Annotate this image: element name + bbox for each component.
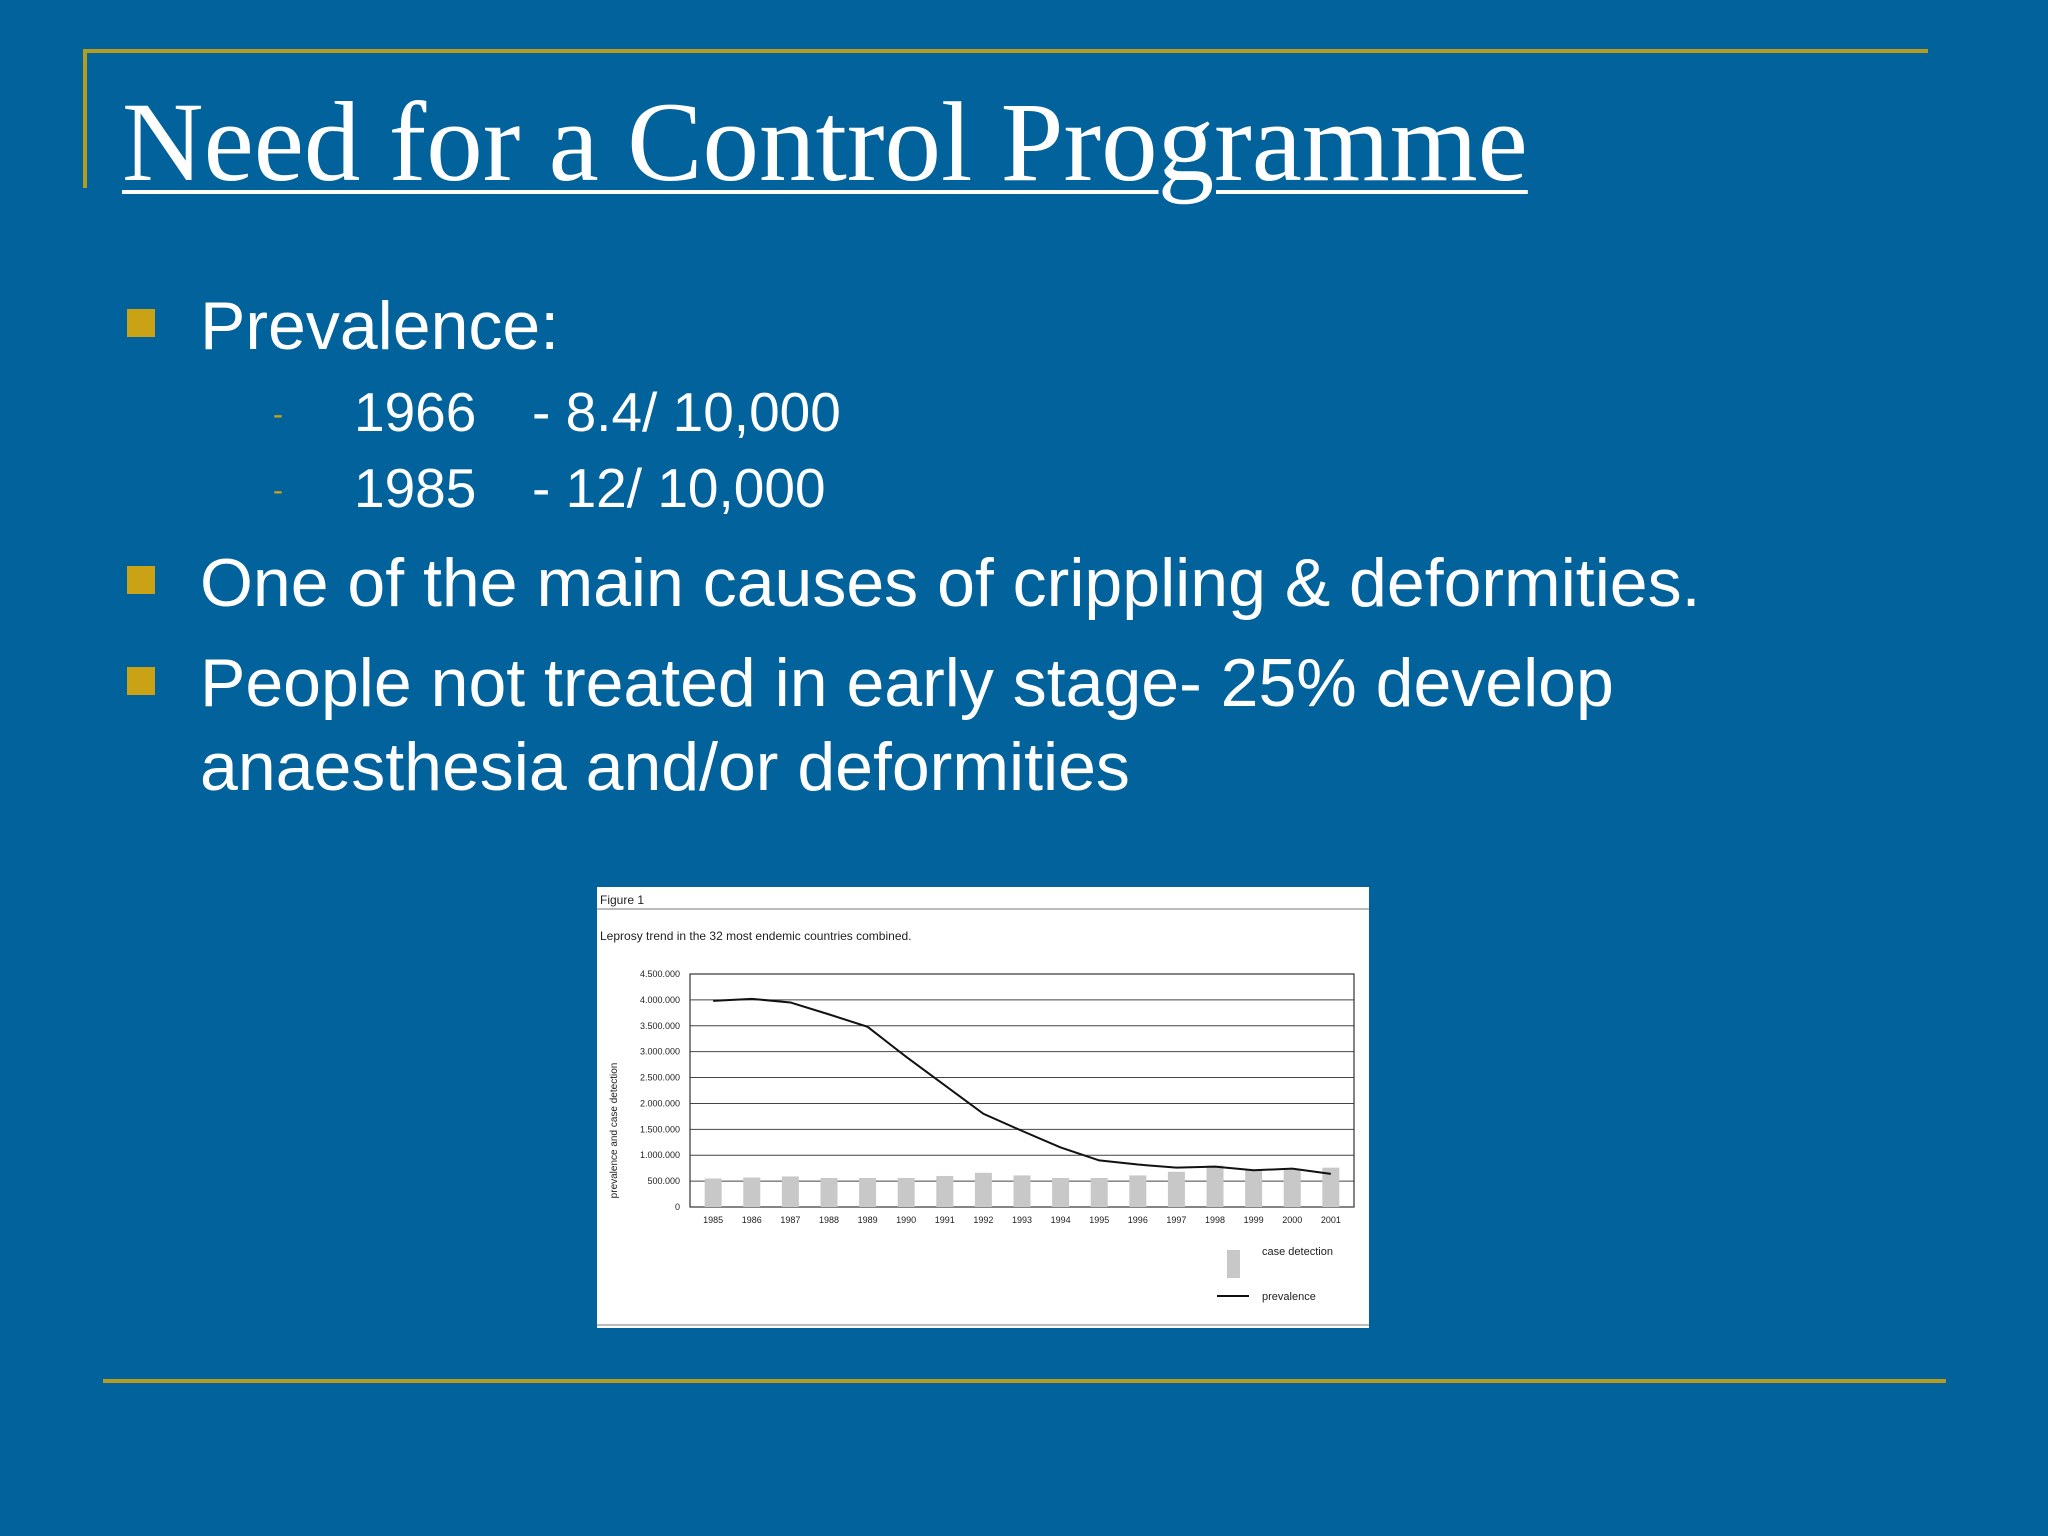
bottom-rule	[103, 1379, 1946, 1383]
x-tick-label: 2000	[1282, 1215, 1303, 1225]
x-tick-label: 1993	[1011, 1215, 1033, 1225]
x-tick-label: 1992	[973, 1215, 994, 1225]
case-detection-bar	[859, 1178, 876, 1207]
x-tick-label: 1989	[857, 1215, 878, 1225]
x-tick-label: 1996	[1127, 1215, 1148, 1225]
sub-value-1985: - 12/ 10,000	[532, 457, 826, 519]
y-tick-label: 2.000.000	[639, 1098, 680, 1109]
x-tick-label: 1987	[780, 1215, 801, 1225]
case-detection-bar	[1284, 1170, 1301, 1207]
x-tick-label: 1994	[1050, 1215, 1071, 1225]
left-rule	[83, 49, 87, 188]
x-tick-label: 1988	[818, 1215, 839, 1225]
case-detection-bar	[1091, 1178, 1108, 1207]
case-detection-bar	[975, 1173, 992, 1207]
legend-case-detection-label: case detection	[1262, 1246, 1333, 1258]
x-tick-label: 1991	[934, 1215, 955, 1225]
case-detection-bar	[1052, 1178, 1069, 1207]
y-axis-label: prevalence and case detection	[609, 1062, 620, 1199]
x-tick-label: 1986	[741, 1215, 762, 1225]
bullet-early-stage-line2: anaesthesia and/or deformities	[200, 729, 1130, 805]
x-tick-label: 1985	[703, 1215, 724, 1225]
y-tick-label: 4.500.000	[639, 969, 680, 979]
bullet-marker-2	[127, 566, 155, 594]
x-tick-label: 1998	[1205, 1215, 1226, 1225]
legend-prevalence-label: prevalence	[1262, 1291, 1316, 1303]
sub-dash-1: -	[273, 398, 283, 431]
case-detection-bar	[705, 1179, 722, 1207]
case-detection-bar	[1207, 1166, 1224, 1207]
bullet-marker-3	[127, 667, 155, 695]
sub-value-1966: - 8.4/ 10,000	[532, 381, 841, 443]
x-tick-label: 2001	[1320, 1215, 1341, 1225]
case-detection-bar	[1245, 1170, 1262, 1207]
case-detection-bar	[1014, 1175, 1031, 1207]
slide-title: Need for a Control Programme	[122, 80, 1528, 205]
x-tick-label: 1995	[1089, 1215, 1110, 1225]
figure-label: Figure 1	[600, 893, 645, 907]
case-detection-bar	[898, 1178, 915, 1207]
y-tick-label: 0	[674, 1202, 680, 1212]
leprosy-trend-chart	[597, 887, 1369, 1328]
case-detection-bar	[936, 1176, 953, 1207]
x-tick-label: 1997	[1166, 1215, 1187, 1225]
y-tick-label: 2.500.000	[639, 1072, 680, 1083]
top-rule	[83, 49, 1928, 53]
x-tick-label: 1999	[1243, 1215, 1264, 1225]
leprosy-trend-figure	[597, 887, 1369, 1328]
x-tick-label: 1990	[896, 1215, 917, 1225]
sub-dash-2: -	[273, 474, 283, 507]
y-tick-label: 3.500.000	[639, 1020, 680, 1031]
case-detection-bar	[782, 1176, 799, 1207]
legend-case-detection-swatch	[1227, 1250, 1240, 1278]
bullet-early-stage-line1: People not treated in early stage- 25% develop	[200, 645, 1614, 721]
case-detection-bar	[743, 1177, 760, 1207]
y-tick-label: 4.000.000	[639, 994, 680, 1005]
y-tick-label: 3.000.000	[639, 1046, 680, 1057]
case-detection-bar	[820, 1178, 837, 1207]
bullet-prevalence: Prevalence:	[200, 288, 560, 364]
chart-title: Leprosy trend in the 32 most endemic countries combined.	[600, 929, 912, 943]
y-tick-label: 1.500.000	[639, 1124, 680, 1135]
sub-year-1966: 1966	[354, 381, 477, 443]
bullet-crippling: One of the main causes of crippling & deformities.	[200, 545, 1701, 621]
sub-year-1985: 1985	[354, 457, 477, 519]
y-tick-label: 500.000	[647, 1176, 680, 1187]
bullet-marker-1	[127, 309, 155, 337]
y-tick-label: 1.000.000	[639, 1150, 680, 1161]
prevalence-line	[713, 999, 1331, 1174]
case-detection-bar	[1168, 1172, 1185, 1207]
case-detection-bar	[1129, 1175, 1146, 1207]
